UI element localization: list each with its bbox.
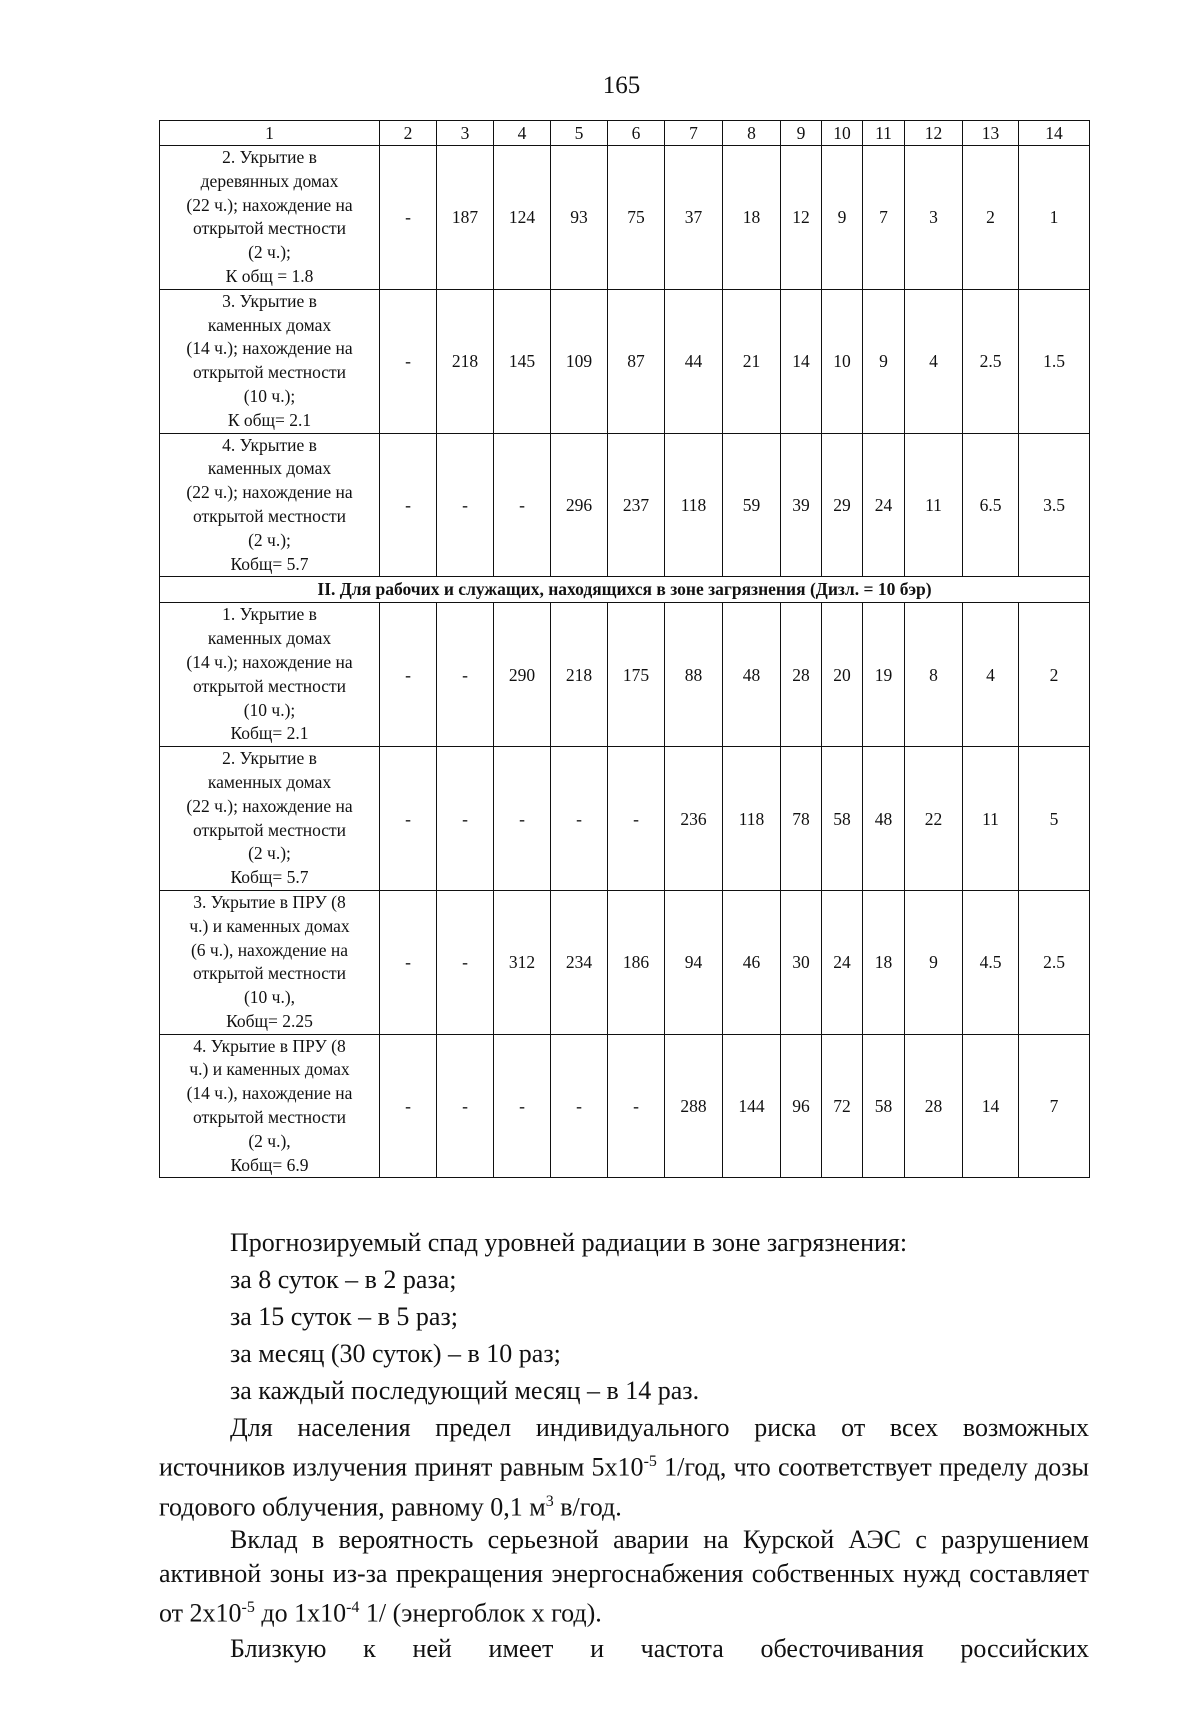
description-line: (2 ч.); (248, 843, 291, 864)
table-cell: - (494, 433, 551, 577)
table-cell: 2.5 (963, 289, 1019, 433)
description-line: (10 ч.); (243, 385, 296, 406)
column-header: 4 (494, 121, 551, 146)
table-cell: 18 (723, 146, 781, 290)
table-row (160, 289, 1090, 433)
table-cell: 236 (665, 747, 723, 891)
paragraph-risk-text: в/год. (553, 1492, 622, 1522)
description-line: каменных домах (207, 458, 332, 479)
table-row (160, 1034, 1090, 1178)
description-line: каменных домах (207, 771, 332, 792)
table-cell: - (380, 146, 437, 290)
table-row (160, 747, 1090, 891)
table-cell: - (380, 433, 437, 577)
table-cell: 9 (905, 890, 963, 1034)
column-header: 7 (665, 121, 723, 146)
table-cell: 4.5 (963, 890, 1019, 1034)
table-cell: 88 (665, 603, 723, 747)
description-line: (14 ч.), нахождение на (186, 1083, 353, 1104)
paragraph-accident (159, 1523, 1089, 1631)
description-line: (10 ч.), (243, 987, 296, 1008)
column-header: 1 (160, 121, 380, 146)
description-line: (22 ч.); нахождение на (186, 194, 353, 215)
table-cell: 78 (781, 747, 822, 891)
description-line: (2 ч.); (248, 242, 291, 263)
paragraph-accident-text: Вклад в вероятность серьезной аварии на Курской АЭС с разрушением активной зоны из-за прекращения энергоснабжения собственных нужд составляет от 2х10 (159, 1525, 1089, 1628)
table-cell: 30 (781, 890, 822, 1034)
column-header: 6 (608, 121, 665, 146)
table-cell: 44 (665, 289, 723, 433)
row-description (160, 603, 380, 747)
exponent: 3 (545, 1492, 554, 1510)
table-cell: 24 (822, 890, 863, 1034)
table-cell: - (551, 747, 608, 891)
table-cell: 124 (494, 146, 551, 290)
table-cell: 218 (551, 603, 608, 747)
description-line: 3. Укрытие в ПРУ (8 (193, 891, 346, 912)
table-cell: 37 (665, 146, 723, 290)
table-cell: 29 (822, 433, 863, 577)
description-line: открытой местности (192, 819, 347, 840)
column-header: 10 (822, 121, 863, 146)
table-cell: 175 (608, 603, 665, 747)
section-title: II. Для рабочих и служащих, находящихся в зоне загрязнения (Дизл. = 10 бэр) (160, 577, 1090, 603)
table-cell: 3.5 (1019, 433, 1090, 577)
table-cell: 4 (963, 603, 1019, 747)
table-cell: 46 (723, 890, 781, 1034)
table-cell: 237 (608, 433, 665, 577)
table-cell: - (494, 747, 551, 891)
table-cell: 9 (822, 146, 863, 290)
table-cell: 145 (494, 289, 551, 433)
table-cell: 22 (905, 747, 963, 891)
table-cell: - (551, 1034, 608, 1178)
section-row (160, 577, 1090, 603)
description-line: Кобщ= 2.25 (226, 1010, 313, 1031)
table-cell: 7 (863, 146, 905, 290)
table-cell: - (437, 1034, 494, 1178)
table-cell: 296 (551, 433, 608, 577)
table-cell: 234 (551, 890, 608, 1034)
table-cell: 28 (905, 1034, 963, 1178)
description-line: 2. Укрытие в (222, 147, 317, 167)
column-header: 2 (380, 121, 437, 146)
paragraph-accident-text: 1/ (энергоблок х год). (359, 1598, 602, 1628)
paragraph-outage (159, 1632, 1089, 1666)
table-cell: 24 (863, 433, 905, 577)
table-cell: 288 (665, 1034, 723, 1178)
table-cell: 5 (1019, 747, 1090, 891)
table-cell: 2.5 (1019, 890, 1090, 1034)
row-description (160, 890, 380, 1034)
description-line: Кобщ= 2.1 (230, 723, 309, 744)
table-cell: 58 (822, 747, 863, 891)
description-line: К общ = 1.8 (225, 265, 314, 286)
table-cell: - (380, 603, 437, 747)
row-description (160, 146, 380, 290)
table-cell: 18 (863, 890, 905, 1034)
description-line: (10 ч.); (243, 699, 296, 720)
table-cell: 3 (905, 146, 963, 290)
table-cell: 93 (551, 146, 608, 290)
column-header: 14 (1019, 121, 1090, 146)
table-cell: - (380, 747, 437, 891)
table-cell: 186 (608, 890, 665, 1034)
table-cell: 20 (822, 603, 863, 747)
column-header: 9 (781, 121, 822, 146)
row-description (160, 433, 380, 577)
table-cell: 14 (781, 289, 822, 433)
table-cell: 11 (963, 747, 1019, 891)
column-header: 8 (723, 121, 781, 146)
description-line: (14 ч.); нахождение на (186, 651, 353, 672)
paragraph-risk-text: 1/год, что соответствует пределу дозы годового облучения, равному 0,1 м (159, 1452, 1090, 1522)
data-table (159, 120, 1090, 1178)
table-cell: 75 (608, 146, 665, 290)
row-description (160, 289, 380, 433)
table-cell: 19 (863, 603, 905, 747)
exponent: -5 (643, 1453, 657, 1470)
table-cell: - (437, 433, 494, 577)
row-description (160, 1034, 380, 1178)
description-line: (6 ч.), нахождение на (190, 939, 348, 960)
table-header-row (160, 121, 1090, 146)
description-line: 4. Укрытие в (222, 434, 317, 455)
table-row (160, 890, 1090, 1034)
table-cell: - (437, 603, 494, 747)
description-line: (2 ч.); (248, 529, 291, 550)
table-cell: - (437, 890, 494, 1034)
table-cell: 2 (1019, 603, 1090, 747)
table-row (160, 603, 1090, 747)
table-cell: 28 (781, 603, 822, 747)
description-line: открытой местности (192, 1107, 347, 1128)
forecast-item: за каждый последующий месяц – в 14 раз. (230, 1376, 700, 1405)
table-cell: 96 (781, 1034, 822, 1178)
exponent: -4 (346, 1599, 360, 1616)
description-line: Кобщ= 5.7 (230, 867, 309, 888)
description-line: Кобщ= 6.9 (230, 1154, 309, 1175)
table-cell: 10 (822, 289, 863, 433)
table-cell: 312 (494, 890, 551, 1034)
description-line: (14 ч.); нахождение на (186, 338, 353, 359)
paragraph-outage-text: Близкую к ней имеет и частота обесточивания российских (230, 1634, 1089, 1663)
description-line: ч.) и каменных домах (189, 915, 350, 936)
table-cell: 1 (1019, 146, 1090, 290)
column-header: 13 (963, 121, 1019, 146)
table-cell: 8 (905, 603, 963, 747)
description-line: открытой местности (192, 505, 347, 526)
description-line: открытой местности (192, 675, 347, 696)
table-cell: 48 (863, 747, 905, 891)
table-cell: 72 (822, 1034, 863, 1178)
forecast-title: Прогнозируемый спад уровней радиации в зоне загрязнения: (230, 1228, 908, 1257)
table-cell: 58 (863, 1034, 905, 1178)
forecast-item: за 8 суток – в 2 раза; (230, 1265, 457, 1294)
table-cell: 9 (863, 289, 905, 433)
description-line: (22 ч.); нахождение на (186, 482, 353, 503)
table-cell: - (380, 890, 437, 1034)
table-cell: - (494, 1034, 551, 1178)
table-cell: - (608, 747, 665, 891)
description-line: К общ= 2.1 (227, 409, 312, 430)
table-cell: - (608, 1034, 665, 1178)
table-cell: 94 (665, 890, 723, 1034)
description-line: открытой местности (192, 218, 347, 239)
description-line: 1. Укрытие в (222, 604, 317, 625)
page-number: 165 (602, 72, 641, 99)
table-cell: 144 (723, 1034, 781, 1178)
row-description (160, 747, 380, 891)
paragraph-risk (159, 1411, 1089, 1524)
table-cell: 290 (494, 603, 551, 747)
table-cell: 118 (723, 747, 781, 891)
table-cell: - (437, 747, 494, 891)
description-line: открытой местности (192, 362, 347, 383)
description-line: каменных домах (207, 314, 332, 335)
description-line: Кобщ= 5.7 (230, 553, 309, 574)
table-cell: - (380, 289, 437, 433)
table-cell: 11 (905, 433, 963, 577)
column-header: 12 (905, 121, 963, 146)
table-cell: 218 (437, 289, 494, 433)
description-line: (22 ч.); нахождение на (186, 795, 353, 816)
table-cell: 48 (723, 603, 781, 747)
table-cell: 21 (723, 289, 781, 433)
table-cell: 59 (723, 433, 781, 577)
table-cell: 14 (963, 1034, 1019, 1178)
table-cell: 109 (551, 289, 608, 433)
table-cell: 6.5 (963, 433, 1019, 577)
table-cell: 39 (781, 433, 822, 577)
table-cell: 1.5 (1019, 289, 1090, 433)
table-cell: 87 (608, 289, 665, 433)
table-row (160, 433, 1090, 577)
description-line: каменных домах (207, 628, 332, 649)
table-row (160, 146, 1090, 290)
table-cell: - (380, 1034, 437, 1178)
column-header: 5 (551, 121, 608, 146)
description-line: 4. Укрытие в ПРУ (8 (193, 1035, 346, 1056)
paragraph-accident-text: до 1х10 (254, 1598, 347, 1628)
description-line: открытой местности (192, 963, 347, 984)
column-header: 3 (437, 121, 494, 146)
column-header: 11 (863, 121, 905, 146)
table-cell: 12 (781, 146, 822, 290)
description-line: 2. Укрытие в (222, 748, 317, 769)
forecast-item: за 15 суток – в 5 раз; (230, 1302, 458, 1331)
description-line: (2 ч.), (248, 1130, 291, 1151)
exponent: -5 (241, 1599, 255, 1616)
table-cell: 2 (963, 146, 1019, 290)
table-cell: 7 (1019, 1034, 1090, 1178)
table-cell: 118 (665, 433, 723, 577)
description-line: деревянных домах (200, 170, 339, 191)
table-cell: 187 (437, 146, 494, 290)
description-line: ч.) и каменных домах (189, 1059, 350, 1080)
description-line: 3. Укрытие в (222, 290, 317, 311)
forecast-item: за месяц (30 суток) – в 10 раз; (230, 1339, 561, 1368)
table-cell: 4 (905, 289, 963, 433)
paragraph-risk-text: Для населения предел индивидуального риска от всех возможных источников излучения принят равным 5х10 (159, 1413, 1089, 1482)
